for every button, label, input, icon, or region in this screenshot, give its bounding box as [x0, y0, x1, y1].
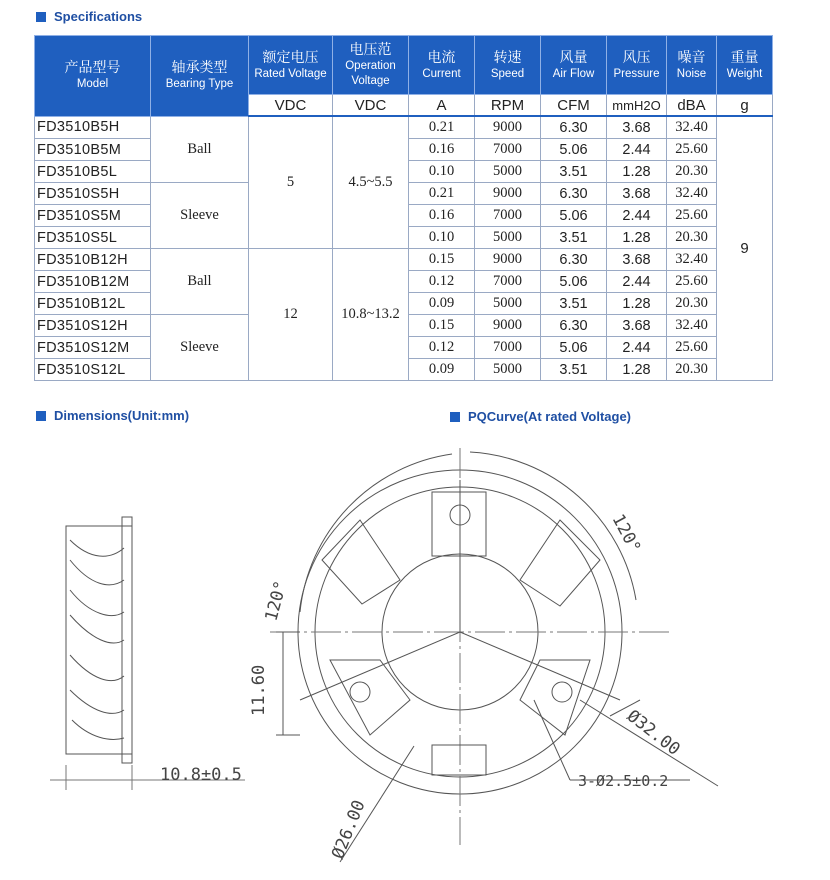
- noise-cell: 20.30: [667, 359, 717, 381]
- model-cell: FD3510S12M: [35, 337, 151, 359]
- airflow-cell: 3.51: [541, 359, 607, 381]
- airflow-cell: 5.06: [541, 139, 607, 161]
- airflow-cell: 3.51: [541, 161, 607, 183]
- model-cell: FD3510S5L: [35, 227, 151, 249]
- header-noise: 噪音 Noise: [667, 36, 717, 95]
- pressure-cell: 1.28: [607, 227, 667, 249]
- speed-cell: 5000: [475, 227, 541, 249]
- speed-cell: 5000: [475, 359, 541, 381]
- header-airflow: 风量 Air Flow: [541, 36, 607, 95]
- model-cell: FD3510S12H: [35, 315, 151, 337]
- speed-cell: 9000: [475, 116, 541, 139]
- angle-right-label: 120°: [607, 510, 645, 557]
- noise-cell: 20.30: [667, 227, 717, 249]
- side-width-label: 10.8±0.5: [160, 765, 242, 785]
- model-cell: FD3510S12L: [35, 359, 151, 381]
- specifications-title-text: Specifications: [54, 9, 143, 24]
- noise-cell: 25.60: [667, 271, 717, 293]
- header-pressure: 风压 Pressure: [607, 36, 667, 95]
- bearing-cell: Sleeve: [151, 315, 249, 381]
- current-cell: 0.09: [409, 293, 475, 315]
- current-cell: 0.12: [409, 271, 475, 293]
- noise-cell: 20.30: [667, 293, 717, 315]
- model-cell: FD3510S5H: [35, 183, 151, 205]
- noise-cell: 32.40: [667, 183, 717, 205]
- height-dim-label: 11.60: [249, 664, 269, 716]
- bearing-cell: Ball: [151, 249, 249, 315]
- header-current: 电流 Current: [409, 36, 475, 95]
- noise-cell: 25.60: [667, 139, 717, 161]
- current-cell: 0.15: [409, 315, 475, 337]
- noise-cell: 32.40: [667, 315, 717, 337]
- airflow-cell: 6.30: [541, 315, 607, 337]
- current-cell: 0.21: [409, 183, 475, 205]
- rated-voltage-cell: 5: [249, 116, 333, 249]
- speed-cell: 7000: [475, 337, 541, 359]
- pressure-cell: 2.44: [607, 271, 667, 293]
- unit-cell: dBA: [667, 95, 717, 117]
- model-cell: FD3510B12H: [35, 249, 151, 271]
- bearing-cell: Sleeve: [151, 183, 249, 249]
- holes-label: 3-Ø2.5±0.2: [578, 772, 669, 790]
- noise-cell: 32.40: [667, 249, 717, 271]
- airflow-cell: 5.06: [541, 271, 607, 293]
- fan-front-view: [270, 448, 718, 862]
- speed-cell: 7000: [475, 205, 541, 227]
- operation-voltage-cell: 10.8~13.2: [333, 249, 409, 381]
- current-cell: 0.09: [409, 359, 475, 381]
- noise-cell: 32.40: [667, 116, 717, 139]
- current-cell: 0.21: [409, 116, 475, 139]
- angle-left-label: 120°: [261, 578, 292, 624]
- pressure-cell: 3.68: [607, 249, 667, 271]
- current-cell: 0.16: [409, 139, 475, 161]
- unit-cell-pressure: mmH2O: [607, 95, 667, 117]
- noise-cell: 20.30: [667, 161, 717, 183]
- noise-cell: 25.60: [667, 337, 717, 359]
- airflow-cell: 5.06: [541, 205, 607, 227]
- speed-cell: 7000: [475, 139, 541, 161]
- airflow-cell: 5.06: [541, 337, 607, 359]
- current-cell: 0.12: [409, 337, 475, 359]
- fan-side-view: [50, 517, 245, 790]
- unit-cell: g: [717, 95, 773, 117]
- airflow-cell: 3.51: [541, 293, 607, 315]
- unit-cell: A: [409, 95, 475, 117]
- pressure-cell: 3.68: [607, 183, 667, 205]
- model-cell: FD3510B12L: [35, 293, 151, 315]
- header-bearing: 轴承类型 Bearing Type: [151, 36, 249, 117]
- pressure-cell: 1.28: [607, 293, 667, 315]
- speed-cell: 9000: [475, 183, 541, 205]
- speed-cell: 9000: [475, 249, 541, 271]
- current-cell: 0.10: [409, 227, 475, 249]
- speed-cell: 9000: [475, 315, 541, 337]
- unit-cell: CFM: [541, 95, 607, 117]
- header-weight: 重量 Weight: [717, 36, 773, 95]
- header-operation-voltage: 电压范 Operation Voltage: [333, 36, 409, 95]
- operation-voltage-cell: 4.5~5.5: [333, 116, 409, 249]
- pressure-cell: 2.44: [607, 139, 667, 161]
- pressure-cell: 3.68: [607, 315, 667, 337]
- current-cell: 0.16: [409, 205, 475, 227]
- model-cell: FD3510B12M: [35, 271, 151, 293]
- speed-cell: 5000: [475, 293, 541, 315]
- bearing-cell: Ball: [151, 116, 249, 183]
- weight-cell: 9: [717, 116, 773, 381]
- dimensions-title-text: Dimensions(Unit:mm): [54, 408, 190, 423]
- airflow-cell: 6.30: [541, 249, 607, 271]
- speed-cell: 5000: [475, 161, 541, 183]
- pqcurve-title-text: PQCurve(At rated Voltage): [468, 409, 632, 424]
- header-rated-voltage: 额定电压 Rated Voltage: [249, 36, 333, 95]
- speed-cell: 7000: [475, 271, 541, 293]
- model-cell: FD3510B5L: [35, 161, 151, 183]
- pressure-cell: 2.44: [607, 337, 667, 359]
- airflow-cell: 6.30: [541, 183, 607, 205]
- current-cell: 0.10: [409, 161, 475, 183]
- noise-cell: 25.60: [667, 205, 717, 227]
- airflow-cell: 3.51: [541, 227, 607, 249]
- inner-dia-label: Ø26.00: [328, 797, 370, 862]
- current-cell: 0.15: [409, 249, 475, 271]
- pressure-cell: 1.28: [607, 359, 667, 381]
- airflow-cell: 6.30: [541, 116, 607, 139]
- header-speed: 转速 Speed: [475, 36, 541, 95]
- header-model: 产品型号 Model: [35, 36, 151, 117]
- outer-dia-label: Ø32.00: [622, 706, 684, 760]
- model-cell: FD3510S5M: [35, 205, 151, 227]
- model-cell: FD3510B5H: [35, 116, 151, 139]
- pressure-cell: 3.68: [607, 116, 667, 139]
- rated-voltage-cell: 12: [249, 249, 333, 381]
- unit-cell: RPM: [475, 95, 541, 117]
- unit-cell: VDC: [333, 95, 409, 117]
- model-cell: FD3510B5M: [35, 139, 151, 161]
- pressure-cell: 2.44: [607, 205, 667, 227]
- pressure-cell: 1.28: [607, 161, 667, 183]
- unit-cell: VDC: [249, 95, 333, 117]
